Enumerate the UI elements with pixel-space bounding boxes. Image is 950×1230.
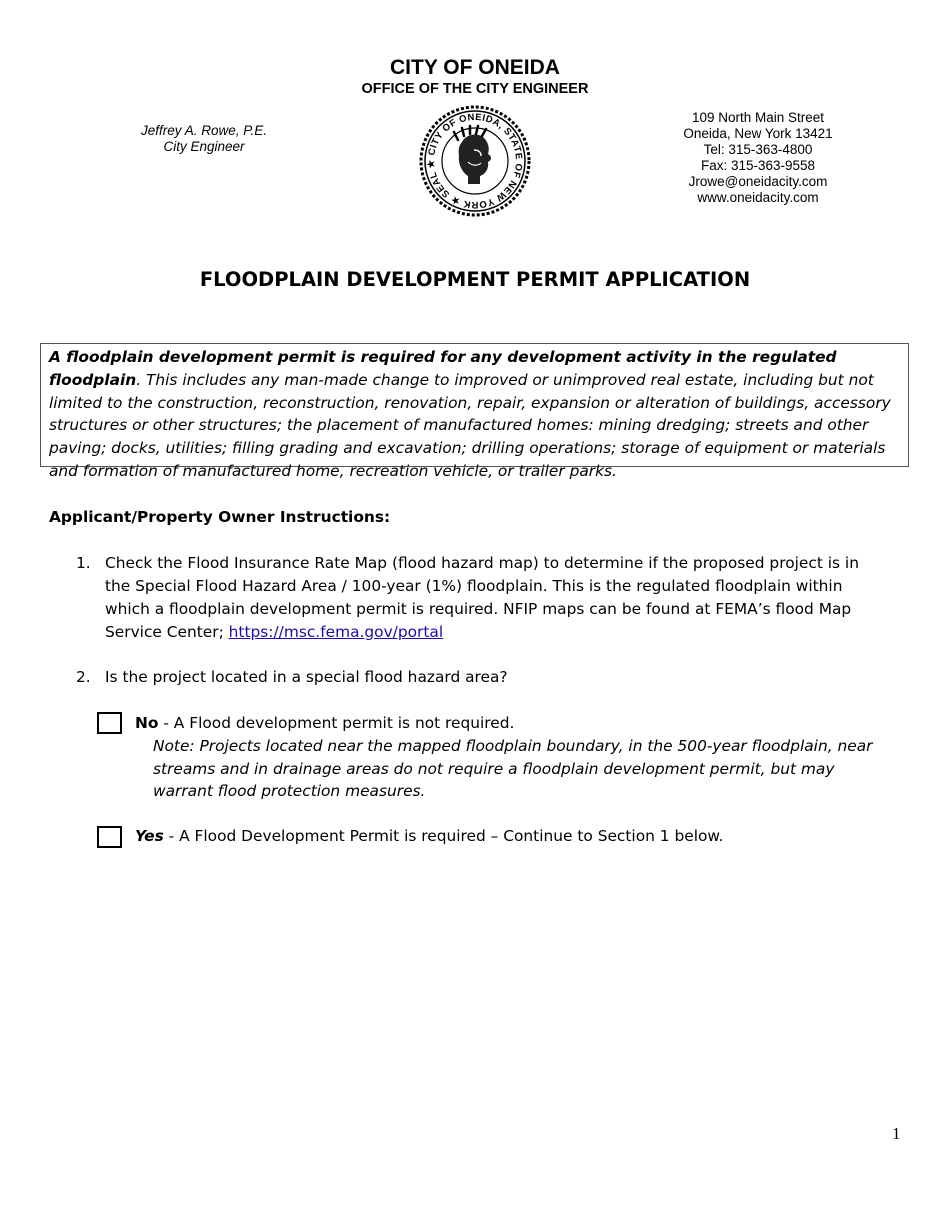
contact-fax: Fax: 315-363-9558 [700,158,816,173]
intro-text: . This includes any man-made change to improved or unimproved real estate, including but not limited to the construction, reconstruction, renovation, repair, expansion or alteration of buildings, accessory structures or other structures; the placement of manufactured homes: mining dredging; streets and other paving; docks, utilities; filling grading and excavation; drilling operations; storage of equipment or materials and formation of manufactured home, recreation vehicle, or trailer parks. [49,370,891,480]
city-seal-icon [418,104,532,218]
item-number: 1. [76,554,91,572]
contact-website: www.oneidacity.com [697,190,819,205]
instruction-item-1 [76,552,886,644]
fema-portal-link[interactable]: https://msc.fema.gov/portal [228,623,444,641]
office-name: OFFICE OF THE CITY ENGINEER [361,81,589,97]
item-text: Is the project located in a special flood hazard area? [105,668,508,686]
engineer-block [104,123,304,155]
no-option [135,712,514,735]
intro-box [40,343,909,480]
yes-label: Yes [135,827,164,845]
no-checkbox[interactable] [97,712,122,734]
document-title: FLOODPLAIN DEVELOPMENT PERMIT APPLICATION [199,268,751,291]
intro-bold-text: A floodplain development permit is required for any development activity in the regulated floodplain [49,348,837,389]
contact-email: Jrowe@oneidacity.com [688,174,828,189]
item-number: 2. [76,668,91,686]
yes-checkbox[interactable] [97,826,122,848]
instructions-heading: Applicant/Property Owner Instructions: [49,508,391,526]
contact-city: Oneida, New York 13421 [683,126,833,141]
contact-block [658,110,858,206]
instruction-item-2 [76,666,886,689]
yes-text: - A Flood Development Permit is required – Continue to Section 1 below. [163,827,724,845]
no-text: - A Flood development permit is not required. [158,714,515,732]
city-name: CITY OF ONEIDA [390,56,560,79]
page-number: 1 [892,1124,901,1143]
no-note: Note: Projects located near the mapped floodplain boundary, in the 500-year floodplain, near streams and in drainage areas do not require a floodplain development permit, but may warrant flood protection measures. [153,737,873,801]
no-label: No [135,714,159,732]
svg-text:CITY OF ONEIDA, STATE OF NEW Y: CITY OF ONEIDA, STATE OF NEW YORK ★ SEAL ★ [425,111,525,211]
contact-tel: Tel: 315-363-4800 [703,142,813,157]
yes-option [135,825,723,848]
item-text: Check the Flood Insurance Rate Map (flood hazard map) to determine if the proposed project is in the Special Flood Hazard Area / 100-year (1%) floodplain. This is the regulated floodplain within which a floodplain development permit is required. NFIP maps can be found at FEMA’s flood Map Service Center; [105,554,859,641]
engineer-title: City Engineer [163,139,245,154]
engineer-name: Jeffrey A. Rowe, P.E. [140,123,268,138]
contact-street: 109 North Main Street [691,110,825,125]
